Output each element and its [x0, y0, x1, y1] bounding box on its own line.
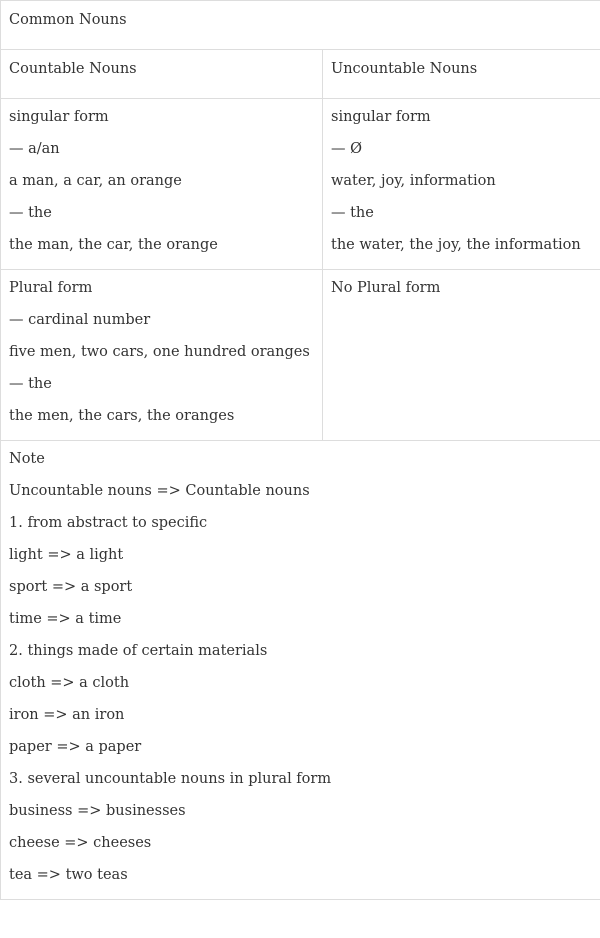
- countable-header: [1, 50, 323, 99]
- table-title: [1, 1, 600, 50]
- cell-line: singular form: [9, 109, 109, 125]
- note-line: 2. things made of certain materials: [9, 643, 268, 659]
- uncountable-header: [323, 50, 600, 99]
- note-row: [1, 441, 600, 900]
- cell-line: — the: [9, 205, 52, 221]
- countable-header-text: Countable Nouns: [9, 61, 137, 77]
- cell-line: — Ø: [331, 141, 362, 157]
- note-line: paper => a paper: [9, 739, 142, 755]
- note-line: light => a light: [9, 547, 124, 563]
- note-line: 1. from abstract to specific: [9, 515, 208, 531]
- singular-row: [1, 99, 600, 270]
- cell-line: No Plural form: [331, 280, 441, 296]
- plural-uncountable-cell: [323, 270, 600, 441]
- cell-line: the water, the joy, the information: [331, 237, 581, 253]
- note-line: iron => an iron: [9, 707, 125, 723]
- cell-line: singular form: [331, 109, 431, 125]
- singular-uncountable-cell: [323, 99, 600, 270]
- note-line: cheese => cheeses: [9, 835, 152, 851]
- cell-line: — a/an: [9, 141, 60, 157]
- note-cell: [1, 441, 600, 900]
- note-line: time => a time: [9, 611, 122, 627]
- table-title-text: Common Nouns: [9, 12, 127, 28]
- note-line: 3. several uncountable nouns in plural form: [9, 771, 332, 787]
- title-row: [1, 1, 600, 50]
- cell-line: the men, the cars, the oranges: [9, 408, 235, 424]
- cell-line: Plural form: [9, 280, 93, 296]
- note-heading: Note: [9, 451, 45, 467]
- cell-line: a man, a car, an orange: [9, 173, 182, 189]
- note-line: cloth => a cloth: [9, 675, 130, 691]
- note-line: business => businesses: [9, 803, 186, 819]
- cell-line: water, joy, information: [331, 173, 496, 189]
- header-row: [1, 50, 600, 99]
- singular-countable-cell: [1, 99, 323, 270]
- cell-line: the man, the car, the orange: [9, 237, 218, 253]
- cell-line: five men, two cars, one hundred oranges: [9, 344, 310, 360]
- cell-line: — the: [9, 376, 52, 392]
- cell-line: — cardinal number: [9, 312, 151, 328]
- plural-countable-cell: [1, 270, 323, 441]
- note-line: Uncountable nouns => Countable nouns: [9, 483, 310, 499]
- note-line: tea => two teas: [9, 867, 128, 883]
- uncountable-header-text: Uncountable Nouns: [331, 61, 478, 77]
- note-line: sport => a sport: [9, 579, 133, 595]
- plural-row: [1, 270, 600, 441]
- cell-line: — the: [331, 205, 374, 221]
